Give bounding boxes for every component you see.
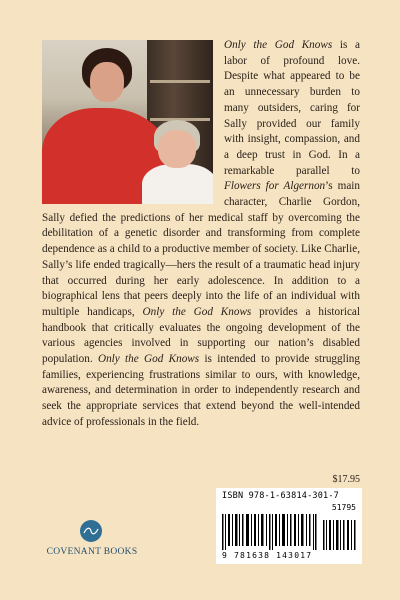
barcode-digits: 9 781638 143017: [222, 551, 313, 560]
barcode-bars: [222, 514, 356, 550]
barcode-box: [216, 488, 362, 564]
price: $17.95: [332, 474, 360, 485]
publisher-name: COVENANT BOOKS: [46, 547, 138, 557]
book-title: Only the God Knows: [97, 353, 200, 366]
back-cover-blurb: Only the God Knows is a labor of profound love. Despite what appeared to be an unnecessary burden to many outsiders, caring for Sally provided our family with insight, compassion, and a deep trust in God. In a remarkable parallel to Flowers for Algernon’s main character, Charlie Gordon, Sally defied the predictions of her medical staff by overcoming the debilitation of a genetic disorder and transforming from complete dependence as a child to a productive member of society. Like Charlie, Sally’s life ended tragically—hers the result of a traumatic head injury that occurred during her early adolescence. In addition to a biographical lens that peers deeply into the life of an individual with multiple handicaps, Only the God Knows provides a historical handbook that critically evaluates the ongoing development of the various agencies involved in supporting our nation’s disabled population. Only the God Knows is intended to provide struggling families, experiencing frustrations similar to ours, with knowledge, awareness, and determination in order to independently research and seek the appropriate services that extend beyond the well-intended advice of professionals in the field.: [42, 39, 360, 428]
isbn-text: ISBN 978-1-63814-301-7: [222, 491, 339, 501]
book-title: Only the God Knows: [142, 305, 252, 318]
covenant-books-logo-icon: [80, 520, 102, 542]
book-title: Only the God Knows: [224, 39, 333, 51]
reference-title: Flowers for Algernon: [224, 180, 326, 193]
barcode-addon: 51795: [331, 503, 356, 512]
